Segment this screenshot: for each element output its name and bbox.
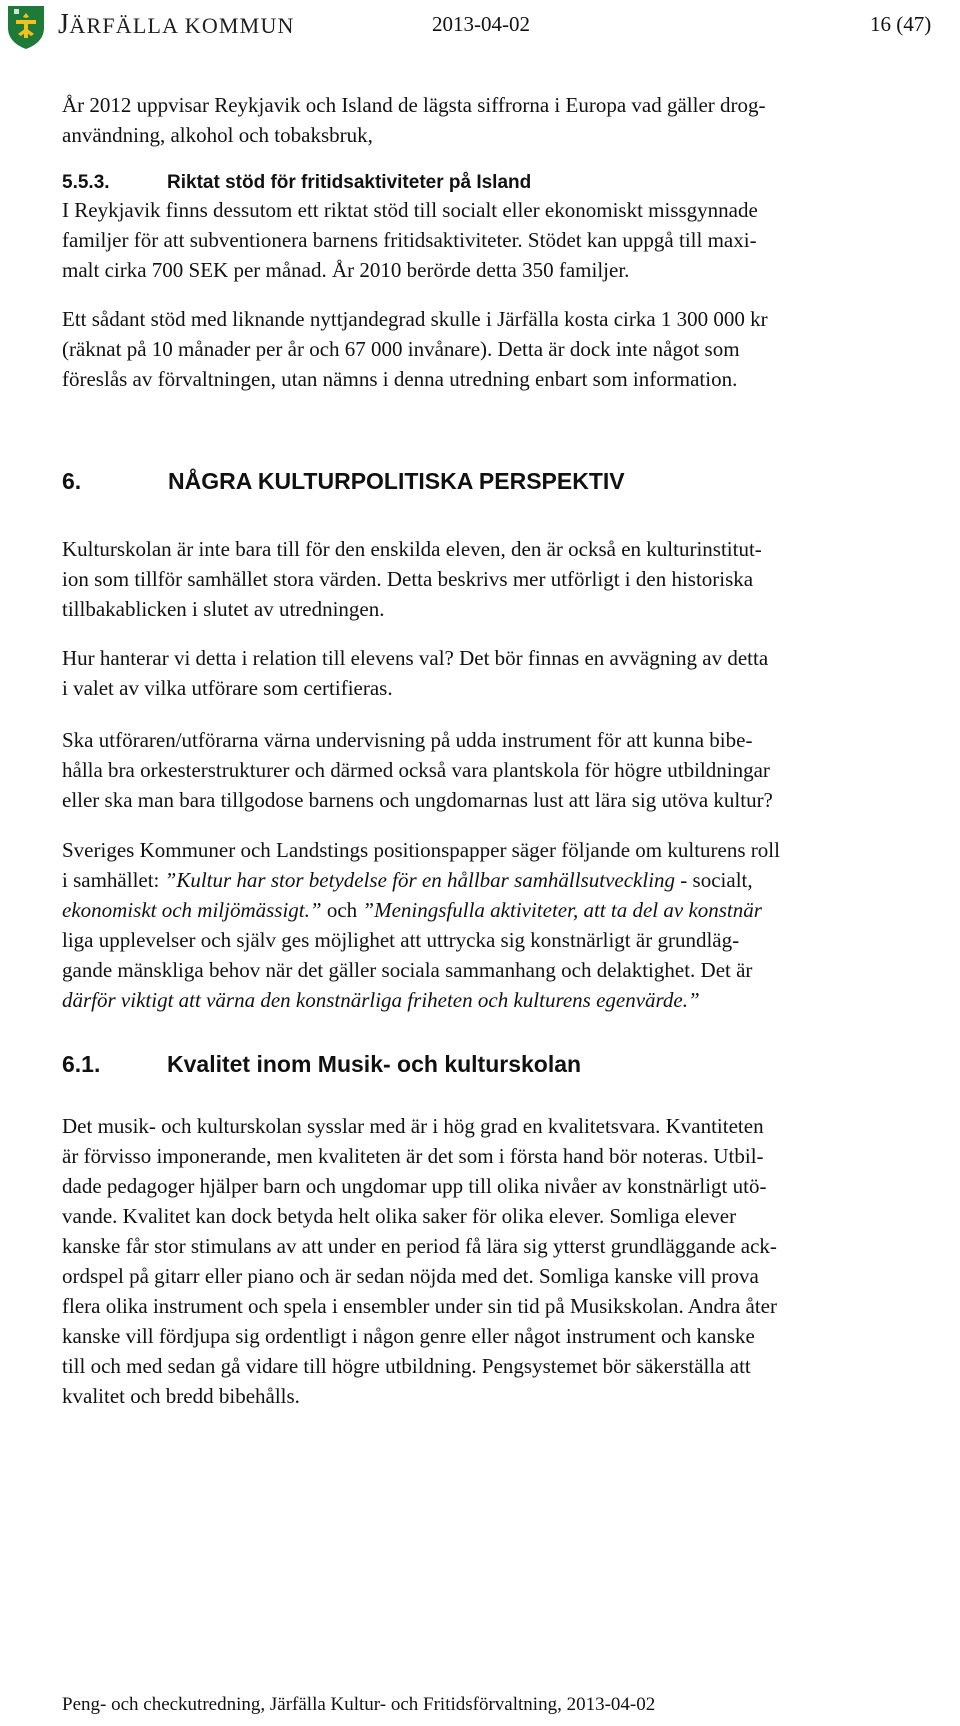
section-6-paragraph-3: Ska utföraren/utförarna värna undervisning på udda instrument för att kunna bibe- hålla bra orkesterstrukturer och därmed också vara plantskola för högre utbildningar eller ska man bara tillgodose barnens och ungdomarnas lust att lära sig utöva kultur?	[62, 728, 773, 812]
organization-name: JÄRFÄLLA KOMMUN	[58, 9, 295, 40]
page-footer: Peng- och checkutredning, Järfälla Kultur- och Fritidsförvaltning, 2013-04-02	[62, 1694, 656, 1715]
section-heading-6: 6. NÅGRA KULTURPOLITISKA PERSPEKTIV	[62, 468, 625, 494]
section-5-5-3-paragraph-2: Ett sådant stöd med liknande nyttjandegrad skulle i Järfälla kosta cirka 1 300 000 kr (räknat på 10 månader per år och 67 000 invånare). Detta är dock inte något som föreslås av förvaltningen, utan nämns i denna utredning enbart som information.	[62, 307, 768, 391]
quote-1: ”Kultur har stor betydelse för en hållbar samhällsutveckling	[164, 868, 676, 892]
coat-of-arms-icon	[6, 4, 46, 50]
quote-2-end: därför viktigt att värna den konstnärliga friheten och kulturens egenvärde.”	[62, 988, 700, 1012]
section-6-1-paragraph: Det musik- och kulturskolan sysslar med är i hög grad en kvalitetsvara. Kvantiteten är förvisso imponerande, men kvaliteten är det som i första hand bör noteras. Utbil- dade pedagoger hjälper barn och ungdomar upp till olika nivåer av konstnärligt utö- vande. Kvalitet kan dock betyda helt olika saker för olika elever. Somliga elever kanske får stor stimulans av att under en period få lära sig ytterst grundläggande ack- ordspel på gitarr eller piano och är sedan nöjda med det. Somliga kanske vill prova flera olika instrument och spela i ensembler under sin tid på Musikskolan. Andra åter kanske vill fördjupa sig ordentligt i någon genre eller något instrument och kanske till och med sedan gå vidare till högre utbildning. Pengsystemet bör säkerställa att kvalitet och bredd bibehålls.	[62, 1114, 777, 1408]
header-page-number: 16 (47)	[870, 12, 932, 36]
section-heading-5-5-3: 5.5.3. Riktat stöd för fritidsaktiviteter på Island	[62, 172, 532, 193]
section-heading-6-1: 6.1. Kvalitet inom Musik- och kulturskolan	[62, 1051, 582, 1077]
intro-paragraph: År 2012 uppvisar Reykjavik och Island de lägsta siffrorna i Europa vad gäller drog- användning, alkohol och tobaksbruk,	[62, 93, 766, 147]
header-date: 2013-04-02	[432, 12, 530, 36]
quote-1-end: ekonomiskt och miljömässigt.”	[62, 898, 322, 922]
section-5-5-3-paragraph-1: I Reykjavik finns dessutom ett riktat stöd till socialt eller ekonomiskt missgynnade familjer för att subventionera barnens fritidsaktiviteter. Stödet kan uppgå till maxi- malt cirka 700 SEK per månad. År 2010 berörde detta 350 familjer.	[62, 198, 758, 282]
quote-2-start: ”Meningsfulla aktiviteter, att ta del av konstnär	[362, 898, 762, 922]
section-6-paragraph-1: Kulturskolan är inte bara till för den enskilda eleven, den är också en kulturinstitut- ion som tillför samhället stora värden. Detta beskrivs mer utförligt i den historiska tillbakablicken i slutet av utredningen.	[62, 537, 762, 621]
section-6-paragraph-4: Sveriges Kommuner och Landstings positionspapper säger följande om kulturens roll i samhället: ”Kultur har stor betydelse för en hållbar samhällsutveckling - socialt, ekonomiskt och miljömässigt.” och ”Meningsfulla aktiviteter, att ta del av konstnär liga upplevelser och själv ges möjlighet att uttrycka sig konstnärligt är grundläg- gande mänskliga behov när det gäller sociala sammanhang och delaktighet. Det är därför viktigt att värna den konstnärliga friheten och kulturens egenvärde.”	[62, 838, 780, 1012]
section-6-paragraph-2: Hur hanterar vi detta i relation till elevens val? Det bör finnas en avvägning av detta i valet av vilka utförare som certifieras.	[62, 646, 769, 700]
